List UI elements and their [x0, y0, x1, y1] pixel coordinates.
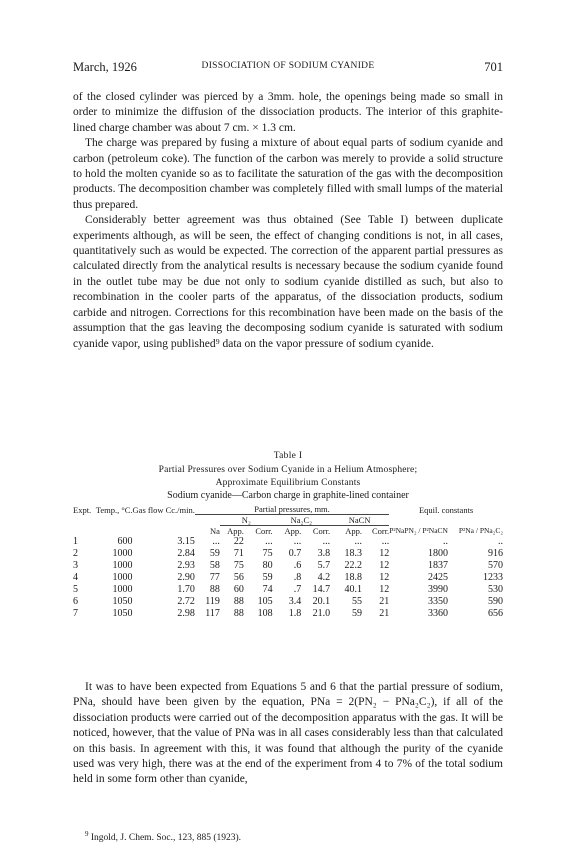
table-cell-k2: 570: [488, 560, 503, 571]
table-cell-flow: 2.72: [177, 596, 195, 607]
table-caption-line: Partial Pressures over Sodium Cyanide in a Helium Atmosphere;: [158, 465, 418, 475]
table-cell-k2: 530: [488, 584, 503, 595]
page-number: 701: [484, 60, 503, 74]
footnote-mark: 9: [85, 830, 89, 838]
footnote-text: Ingold, J. Chem. Soc., 123, 885 (1923).: [90, 833, 242, 844]
table-caption: [73, 464, 503, 490]
column-header-gas-flow: Gas flow Cc./min.: [132, 504, 195, 515]
table-row: [73, 548, 503, 560]
table-cell-n2-corr: 80: [262, 560, 273, 571]
table-caption-line: Approximate Equilibrium Constants: [215, 478, 361, 488]
paragraph: It was to have been expected from Equations 5 and 6 that the partial pressure of sodium, PNa, should have been given by the equation, PNa = 2(PN₂ − PNa₂C₂), if all of the dissociation products were carried out of the decomposition apparatus with the gas. It will be noticed, however, that the value of PNa was in all cases considerably less than that calculated on this basis. In agreement with this, it was found that although the purity of the cyanide used was very high, there was at the end of the experiment from 4 to 7% of the total sodium held in some form other than cyanide,: [73, 681, 503, 786]
paragraph: The charge was prepared by fusing a mixture of about equal parts of sodium cyanide and carbon (petroleum coke). The function of the carbon was merely to provide a solid structure to hold the molten cyanide so as to facilitate the saturation of the gas with the decomposition products. The decomposition chamber was completely filled with small lumps of the material thus prepared.: [73, 137, 503, 211]
table-row: [73, 560, 503, 572]
column-header-app: App.: [227, 526, 244, 536]
table-cell-n2-app: 22: [233, 536, 244, 547]
column-header-corr: Corr.: [371, 526, 390, 536]
table-cell-c2-corr: ...: [322, 536, 331, 547]
table-cell-n2-corr: 74: [262, 584, 273, 595]
table-cell-c2-corr: 5.7: [317, 560, 331, 571]
table-cell-n2-app: 88: [233, 596, 244, 607]
table-row: [73, 572, 503, 584]
table-cell-expt: 2: [73, 548, 78, 559]
column-header-na: Na: [210, 526, 220, 536]
table-cell-c2-app: 0.7: [288, 548, 302, 559]
table-cell-c2-app: .8: [293, 572, 302, 583]
table-cell-flow: 2.90: [177, 572, 195, 583]
footnote: [85, 830, 241, 843]
table-cell-c2-app: 1.8: [288, 608, 302, 619]
table-cell-cn-app: 18.3: [344, 548, 362, 559]
group-header-na2c2: Na₂C₂: [273, 515, 330, 526]
table-row: [73, 584, 503, 596]
table-cell-cn-corr: 21: [379, 596, 390, 607]
table-row: [73, 536, 503, 548]
table-cell-c2-corr: 4.2: [317, 572, 331, 583]
column-header-expt: Expt.: [73, 504, 92, 515]
table-cell-c2-corr: 14.7: [312, 584, 331, 595]
group-header-nacn: NaCN: [330, 515, 389, 526]
table-label: Table I: [273, 451, 303, 461]
table-cell-n2-corr: 108: [257, 608, 273, 619]
table-cell-k1: 2425: [427, 572, 448, 583]
table-cell-cn-app: 55: [352, 596, 362, 607]
table-cell-n2-corr: 75: [262, 548, 273, 559]
column-header-k2: P²Na / PNa₂C₂: [458, 526, 503, 535]
table-cell-cn-corr: 12: [379, 560, 390, 571]
column-header-temp: Temp., °C.: [95, 504, 133, 515]
table-cell-k2: 1233: [483, 572, 503, 583]
table-cell-temp: 1050: [112, 596, 133, 607]
table-cell-k2: ..: [498, 536, 503, 547]
table-cell-c2-app: ...: [293, 536, 302, 547]
table-cell-flow: 1.70: [177, 584, 195, 595]
table-cell-temp: 1000: [112, 548, 133, 559]
body-text: [73, 90, 503, 352]
table-cell-temp: 1050: [112, 608, 133, 619]
table-cell-flow: 2.98: [177, 608, 195, 619]
table-cell-n2-corr: ...: [265, 536, 273, 547]
table-cell-temp: 1000: [112, 560, 133, 571]
table-cell-k2: 916: [488, 548, 503, 559]
table-cell-expt: 3: [73, 560, 78, 571]
table-cell-na: 59: [209, 548, 220, 559]
table-cell-n2-corr: 105: [257, 596, 273, 607]
table-cell-expt: 7: [73, 608, 78, 619]
table-cell-cn-app: 18.8: [344, 572, 362, 583]
table-cell-c2-corr: 20.1: [312, 596, 331, 607]
group-header-equil-constants: Equil. constants: [418, 504, 474, 515]
data-table: [73, 504, 503, 620]
table-cell-k1: 1800: [427, 548, 448, 559]
table-cell-cn-app: 40.1: [344, 584, 362, 595]
running-head: DISSOCIATION OF SODIUM CYANIDE: [201, 61, 375, 71]
table-cell-cn-app: 59: [352, 608, 362, 619]
table-cell-n2-corr: 59: [262, 572, 273, 583]
table-cell-flow: 2.93: [177, 560, 195, 571]
table-cell-cn-corr: ...: [381, 536, 390, 547]
paragraph: Considerably better agreement was thus obtained (See Table I) between duplicate experiments although, as will be seen, the effect of changing conditions is not, in all cases, quantitatively such as would be expected. The correction of the apparent partial pressures as calculated directly from the analytical results is necessary because the sodium cyanide found in the outlet tube may be due not only to sodium cyanide distilled as such, but also to recombination in the cooler parts of the apparatus, of the dissociation products, sodium carbide and nitrogen. Corrections for this recombination have been made on the basis of the assumption that the gas leaving the decomposing sodium cyanide is saturated with sodium cyanide vapor, using published⁹ data on the vapor pressure of sodium cyanide.: [73, 214, 503, 350]
table-cell-na: 77: [209, 572, 220, 583]
table-cell-cn-app: 22.2: [344, 560, 362, 571]
table-cell-na: 58: [209, 560, 220, 571]
column-header-app: App.: [345, 526, 362, 536]
table-body: [73, 536, 503, 620]
table-cell-n2-app: 60: [233, 584, 244, 595]
table-cell-flow: 2.84: [177, 548, 195, 559]
group-header-partial-pressures: Partial pressures, mm.: [195, 504, 389, 515]
table-cell-cn-corr: 12: [379, 584, 390, 595]
table-row: [73, 608, 503, 620]
table-cell-cn-corr: 12: [379, 572, 390, 583]
column-header-k1: P²NaPN₂ / P²NaCN: [389, 526, 448, 535]
table-cell-cn-corr: 21: [379, 608, 390, 619]
table-cell-na: 117: [205, 608, 220, 619]
table-cell-flow: 3.15: [177, 536, 195, 547]
table-cell-temp: 1000: [112, 572, 133, 583]
table-cell-k1: 3350: [427, 596, 448, 607]
table-cell-k1: 1837: [427, 560, 448, 571]
table-row: [73, 596, 503, 608]
table-cell-temp: 600: [117, 536, 133, 547]
table-cell-c2-corr: 3.8: [317, 548, 331, 559]
table-cell-k2: 590: [488, 596, 503, 607]
table-cell-expt: 6: [73, 596, 78, 607]
paragraph: of the closed cylinder was pierced by a 3mm. hole, the openings being made so small in order to minimize the diffusion of the dissociation products. The interior of this graphite-lined charge chamber was about 7 cm. × 1.3 cm.: [73, 91, 503, 134]
table-cell-k2: 656: [488, 608, 503, 619]
table-cell-c2-app: .6: [293, 560, 302, 571]
table-cell-k1: 3360: [427, 608, 448, 619]
table-cell-temp: 1000: [112, 584, 133, 595]
table-subcaption: Sodium cyanide—Carbon charge in graphite-lined container: [167, 490, 409, 501]
table-cell-na: 119: [205, 596, 220, 607]
table-cell-expt: 5: [73, 584, 78, 595]
table-cell-n2-app: 88: [233, 608, 244, 619]
table-cell-expt: 4: [73, 572, 78, 583]
table-cell-c2-app: 3.4: [288, 596, 302, 607]
column-header-corr: Corr.: [312, 526, 331, 536]
page-header: [73, 60, 503, 78]
body-text-continued: [73, 680, 503, 788]
table-cell-cn-app: ...: [354, 536, 362, 547]
table-cell-k1: 3990: [427, 584, 448, 595]
group-header-n2: N₂: [220, 515, 273, 526]
table-cell-n2-app: 71: [233, 548, 244, 559]
column-header-corr: Corr.: [255, 526, 273, 536]
table-cell-c2-corr: 21.0: [312, 608, 331, 619]
table-cell-c2-app: .7: [293, 584, 302, 595]
table-cell-k1: ..: [442, 536, 448, 547]
table-cell-n2-app: 56: [233, 572, 244, 583]
header-date: March, 1926: [73, 60, 137, 74]
column-header-app: App.: [284, 526, 302, 536]
table-cell-cn-corr: 12: [379, 548, 390, 559]
table-cell-expt: 1: [73, 536, 78, 547]
table-cell-na: ...: [212, 536, 220, 547]
table-cell-n2-app: 75: [233, 560, 244, 571]
table-cell-na: 88: [209, 584, 220, 595]
